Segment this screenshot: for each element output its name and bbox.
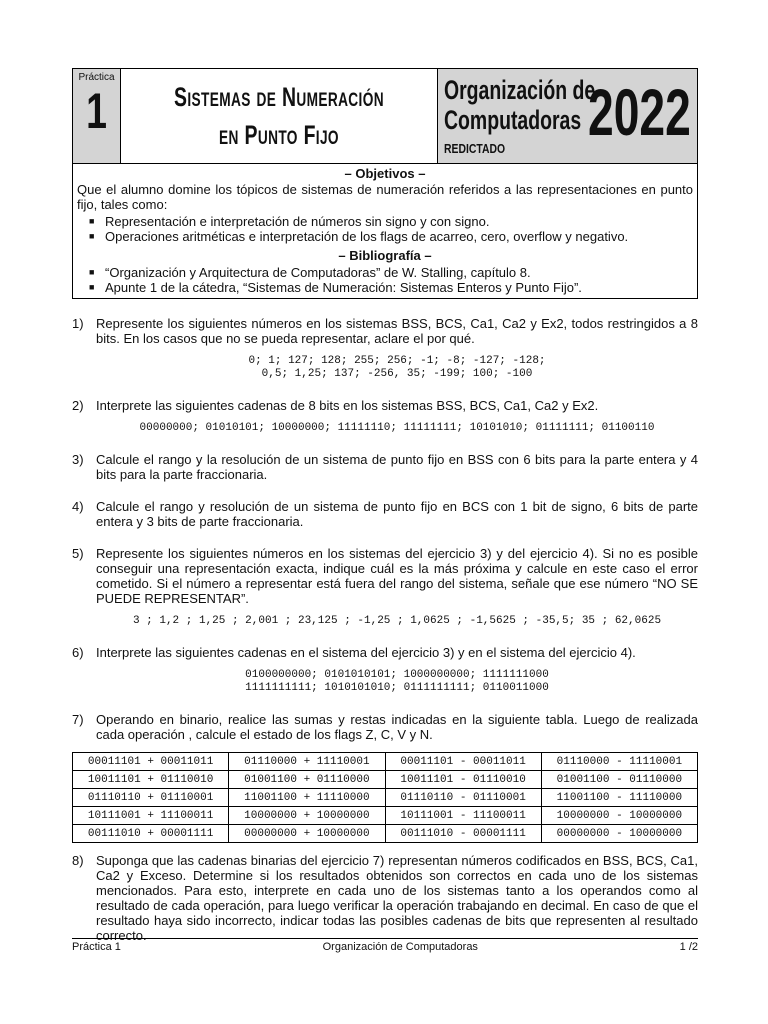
- document-header: [72, 68, 698, 164]
- table-cell: 01110000 + 11110001: [229, 753, 385, 771]
- title-line-1: Sistemas de Numeración: [174, 82, 384, 112]
- exercise-6: [72, 645, 698, 695]
- exercise-4: [72, 499, 698, 529]
- exercise-text: Represente los siguientes números en los sistemas del ejercicio 3) y del ejercicio 4). Si no es posible conseguir una representación exacta, indique cuál es la más próxima y calcule en este caso el error cometido. Si el número a representar está fuera del rango del sistema, señale que ese número “NO SE PUEDE REPRESENTAR”.: [96, 546, 698, 606]
- table-cell: 11001100 + 11110000: [229, 789, 385, 807]
- exercise-number: 7): [72, 712, 84, 727]
- exercise-text: Interprete las siguientes cadenas de 8 bits en los sistemas BSS, BCS, Ca1, Ca2 y Ex2.: [96, 398, 599, 413]
- exercise-values: 0100000000; 0101010101; 1000000000; 1111111000 1111111111; 1010101010; 0111111111; 0110011000: [245, 669, 549, 694]
- exercise-text: Calcule el rango y resolución de un sistema de punto fijo en BCS con 1 bit de signo, 6 bits de parte entera y 3 bits de parte fraccionaria.: [96, 499, 698, 529]
- table-cell: 01110000 - 11110001: [541, 753, 697, 771]
- exercise-number: 1): [72, 316, 84, 331]
- table-row: [73, 771, 698, 789]
- objective-item: ■ Representación e interpretación de números sin signo y con signo.: [89, 214, 693, 229]
- table-cell: 10011101 + 01110010: [73, 771, 229, 789]
- exercise-text: Calcule el rango y la resolución de un sistema de punto fijo en BSS con 6 bits para la parte entera y 4 bits para la parte fraccionaria.: [96, 452, 698, 482]
- table-cell: 10011101 - 01110010: [385, 771, 541, 789]
- bibliography-heading: – Bibliografía –: [338, 248, 432, 263]
- practice-label: Práctica: [78, 72, 115, 83]
- footer-left: Práctica 1: [72, 941, 121, 953]
- objectives-heading: – Objetivos –: [344, 166, 426, 181]
- exercise-text: Interprete las siguientes cadenas en el sistema del ejercicio 3) y en el sistema del ejercicio 4).: [96, 645, 636, 660]
- table-cell: 01001100 + 01110000: [229, 771, 385, 789]
- table-cell: 10111001 + 11100011: [73, 807, 229, 825]
- table-row: [73, 789, 698, 807]
- table-cell: 00000000 + 10000000: [229, 825, 385, 843]
- exercise-7: [72, 712, 698, 742]
- objectives-intro: Que el alumno domine los tópicos de sistemas de numeración referidos a las representaciones en punto fijo, tales como:: [77, 182, 693, 212]
- exercise-number: 2): [72, 398, 84, 413]
- footer-center: Organización de Computadoras: [322, 941, 478, 953]
- exercise-values: 00000000; 01010101; 10000000; 11111110; 11111111; 10101010; 01111111; 01100110: [139, 422, 655, 434]
- exercise-text: Suponga que las cadenas binarias del ejercicio 7) representan números codificados en BSS, BCS, Ca1, Ca2 y Exceso. Determine si los resultados obtenidos son correctos en cada uno de los sistemas mencionados. Para esto, interprete en cada uno de los sistemas tanto a los operandos como al resultado de cada operación, para luego verificar la operación trabajando en decimal. En caso de que el resultado haya sido incorrecto, indicar todas las posibles cadenas de bits que representen al resultado correcto.: [96, 853, 698, 943]
- exercise-text: Represente los siguientes números en los sistemas BSS, BCS, Ca1, Ca2 y Ex2, todos restringidos a 8 bits. En los casos que no se pueda representar, aclare el por qué.: [96, 316, 698, 346]
- exercise-5: [72, 546, 698, 628]
- bibliography-item: ■ “Organización y Arquitectura de Computadoras” de W. Stalling, capítulo 8.: [89, 265, 693, 280]
- document-title: [121, 69, 438, 163]
- course-name-line-2: Computadoras: [444, 105, 582, 135]
- table-cell: 01001100 - 01110000: [541, 771, 697, 789]
- exercise-8: [72, 853, 698, 943]
- bibliography-list: [77, 265, 693, 295]
- table-cell: 10000000 - 10000000: [541, 807, 697, 825]
- table-cell: 00111010 + 00001111: [73, 825, 229, 843]
- exercise-number: 4): [72, 499, 84, 514]
- table-cell: 00011101 - 00011011: [385, 753, 541, 771]
- course-subtitle: REDICTADO: [444, 141, 506, 156]
- table-row: [73, 807, 698, 825]
- objective-item: ■ Operaciones aritméticas e interpretación de los flags de acarreo, cero, overflow y negativo.: [89, 229, 693, 244]
- practice-number-box: [73, 69, 121, 163]
- table-cell: 10000000 + 10000000: [229, 807, 385, 825]
- title-line-2: en Punto Fijo: [219, 120, 339, 150]
- practice-number: 1: [86, 83, 107, 139]
- exercise-2: [72, 398, 698, 435]
- table-cell: 10111001 - 11100011: [385, 807, 541, 825]
- table-cell: 00000000 - 10000000: [541, 825, 697, 843]
- page-footer: [72, 938, 698, 953]
- objectives-box: [72, 164, 698, 299]
- exercise-number: 3): [72, 452, 84, 467]
- table-cell: 11001100 - 11110000: [541, 789, 697, 807]
- course-year: 2022: [588, 75, 691, 149]
- table-cell: 00011101 + 00011011: [73, 753, 229, 771]
- course-name-line-1: Organización de: [444, 75, 596, 105]
- table-cell: 01110110 + 01110001: [73, 789, 229, 807]
- exercise-number: 8): [72, 853, 84, 868]
- exercise-1: [72, 316, 698, 381]
- operations-table: [72, 752, 698, 843]
- table-row: [73, 753, 698, 771]
- bibliography-item: ■ Apunte 1 de la cátedra, “Sistemas de Numeración: Sistemas Enteros y Punto Fijo”.: [89, 280, 693, 295]
- exercise-number: 5): [72, 546, 84, 561]
- page-number: 1 /2: [679, 941, 698, 953]
- table-row: [73, 825, 698, 843]
- exercise-values: 3 ; 1,2 ; 1,25 ; 2,001 ; 23,125 ; -1,25 ; 1,0625 ; -1,5625 ; -35,5; 35 ; 62,0625: [132, 615, 662, 627]
- exercise-3: [72, 452, 698, 482]
- table-cell: 01110110 - 01110001: [385, 789, 541, 807]
- exercise-text: Operando en binario, realice las sumas y restas indicadas en la siguiente tabla. Luego de realizada cada operación , calcule el estado de los flags Z, C, V y N.: [96, 712, 698, 742]
- exercise-number: 6): [72, 645, 84, 660]
- objectives-list: [77, 214, 693, 244]
- document-page: [72, 68, 698, 943]
- course-box: [438, 69, 697, 163]
- exercise-values: 0; 1; 127; 128; 255; 256; -1; -8; -127; -128; 0,5; 1,25; 137; -256, 35; -199; 100; -100: [248, 355, 546, 380]
- table-cell: 00111010 - 00001111: [385, 825, 541, 843]
